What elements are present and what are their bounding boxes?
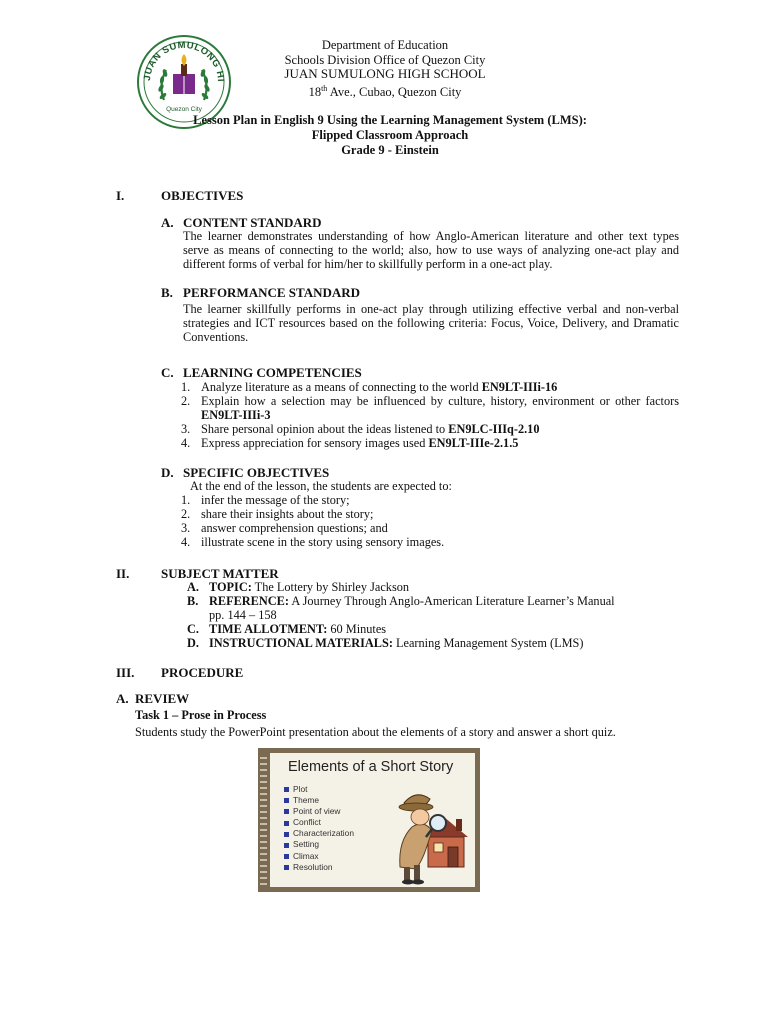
learning-competencies-heading: LEARNING COMPETENCIES — [183, 365, 362, 380]
specific-objectives-heading: SPECIFIC OBJECTIVES — [183, 465, 330, 480]
letter-a: A. — [161, 215, 174, 230]
slide-bullet-item: Conflict — [284, 817, 354, 828]
bullet-icon — [284, 798, 289, 803]
svg-text:JUAN SUMULONG HIGH SCHOOL: JUAN SUMULONG HI — [141, 39, 227, 83]
section-heading-objectives: OBJECTIVES — [161, 188, 244, 203]
slide-bullet-item: Setting — [284, 839, 354, 850]
letter-d: D. — [161, 465, 174, 480]
bullet-icon — [284, 843, 289, 848]
letter-b: B. — [161, 285, 173, 300]
lesson-plan-title — [100, 113, 680, 158]
competency-item: 3. Share personal opinion about the ideas listened to EN9LC-IIIq-2.10 — [181, 422, 540, 436]
content-standard-heading: CONTENT STANDARD — [183, 215, 322, 230]
section-numeral-ii: II. — [116, 566, 130, 581]
section-numeral-iii: III. — [116, 665, 135, 680]
task-title: Task 1 – Prose in Process — [135, 708, 267, 722]
bullet-icon — [284, 821, 289, 826]
performance-standard-text: The learner skillfully performs in one-act play through utilizing effective verbal and non-verbal strategies and ICT resources based on the following criteria: Focus, Voice, Delivery, and Dramatic Conventions. — [183, 302, 679, 344]
slide-bullet-item: Resolution — [284, 862, 354, 873]
subject-item-time: C. TIME ALLOTMENT: 60 Minutes — [187, 622, 387, 636]
slide-bullet-item: Theme — [284, 795, 354, 806]
section-numeral-i: I. — [116, 188, 125, 203]
bullet-icon — [284, 865, 289, 870]
bullet-icon — [284, 832, 289, 837]
notebook-spiral — [259, 754, 269, 888]
specific-objectives-intro: At the end of the lesson, the students are expected to: — [190, 479, 452, 493]
objective-item: 3. answer comprehension questions; and — [181, 521, 388, 535]
task-description: Students study the PowerPoint presentation about the elements of a story and answer a short quiz. — [135, 725, 616, 739]
school-address: 18th Ave., Cubao, Quezon City — [308, 83, 462, 99]
review-letter: A. — [116, 691, 129, 706]
objective-item: 2. share their insights about the story; — [181, 507, 374, 521]
detective-house-illustration — [382, 779, 478, 887]
letterhead — [140, 38, 630, 99]
slide-bullet-item: Point of view — [284, 806, 354, 817]
slide-bullet-item: Plot — [284, 784, 354, 795]
subject-item-topic: A. TOPIC: The Lottery by Shirley Jackson — [187, 580, 410, 594]
slide-title: Elements of a Short Story — [288, 759, 454, 775]
division-line: Schools Division Office of Quezon City — [284, 52, 486, 67]
school-name: JUAN SUMULONG HIGH SCHOOL — [284, 66, 486, 81]
letter-c: C. — [161, 365, 174, 380]
title-line-2: Flipped Classroom Approach — [311, 128, 469, 142]
slide-bullet-item: Characterization — [284, 828, 354, 839]
slide-bullet-list — [284, 784, 354, 873]
competencies-list — [181, 380, 679, 450]
subject-matter-list — [187, 580, 687, 650]
bullet-icon — [284, 809, 289, 814]
objective-item: 4. illustrate scene in the story using sensory images. — [181, 535, 445, 549]
seal-bottom-text: Quezon City — [166, 106, 202, 113]
section-heading-subject-matter: SUBJECT MATTER — [161, 566, 279, 581]
specific-objectives-list — [181, 493, 679, 549]
elements-of-short-story-slide — [258, 748, 480, 892]
review-heading: REVIEW — [135, 691, 190, 706]
department-line: Department of Education — [321, 38, 449, 52]
competency-item: 2. Explain how a selection may be influenced by culture, history, environment or other factors EN9LT-IIIi-3 — [181, 394, 679, 422]
performance-standard-heading: PERFORMANCE STANDARD — [183, 285, 361, 300]
competency-item: 4. Express appreciation for sensory images used EN9LT-IIIe-2.1.5 — [181, 436, 519, 450]
section-heading-procedure: PROCEDURE — [161, 665, 244, 680]
subject-item-reference-pages: pp. 144 – 158 — [209, 608, 277, 622]
slide-paper — [270, 753, 475, 887]
slide-bullet-item: Climax — [284, 851, 354, 862]
subject-item-reference: B. REFERENCE: A Journey Through Anglo-American Literature Learner’s Manual — [187, 594, 615, 608]
bullet-icon — [284, 787, 289, 792]
content-standard-text: The learner demonstrates understanding of how Anglo-American literature and other text types serve as means of connecting to the world; also, how to use ways of analyzing one-act play and different forms of verbal for him/her to skillfully perform in a one-act play. — [183, 229, 679, 271]
competency-item: 1. Analyze literature as a means of connecting to the world EN9LT-IIIi-16 — [181, 380, 558, 394]
bullet-icon — [284, 854, 289, 859]
objective-item: 1. infer the message of the story; — [181, 493, 350, 507]
title-line-3: Grade 9 - Einstein — [341, 143, 439, 157]
title-line-1: Lesson Plan in English 9 Using the Learning Management System (LMS): — [193, 113, 587, 127]
subject-item-materials: D. INSTRUCTIONAL MATERIALS: Learning Management System (LMS) — [187, 636, 584, 650]
